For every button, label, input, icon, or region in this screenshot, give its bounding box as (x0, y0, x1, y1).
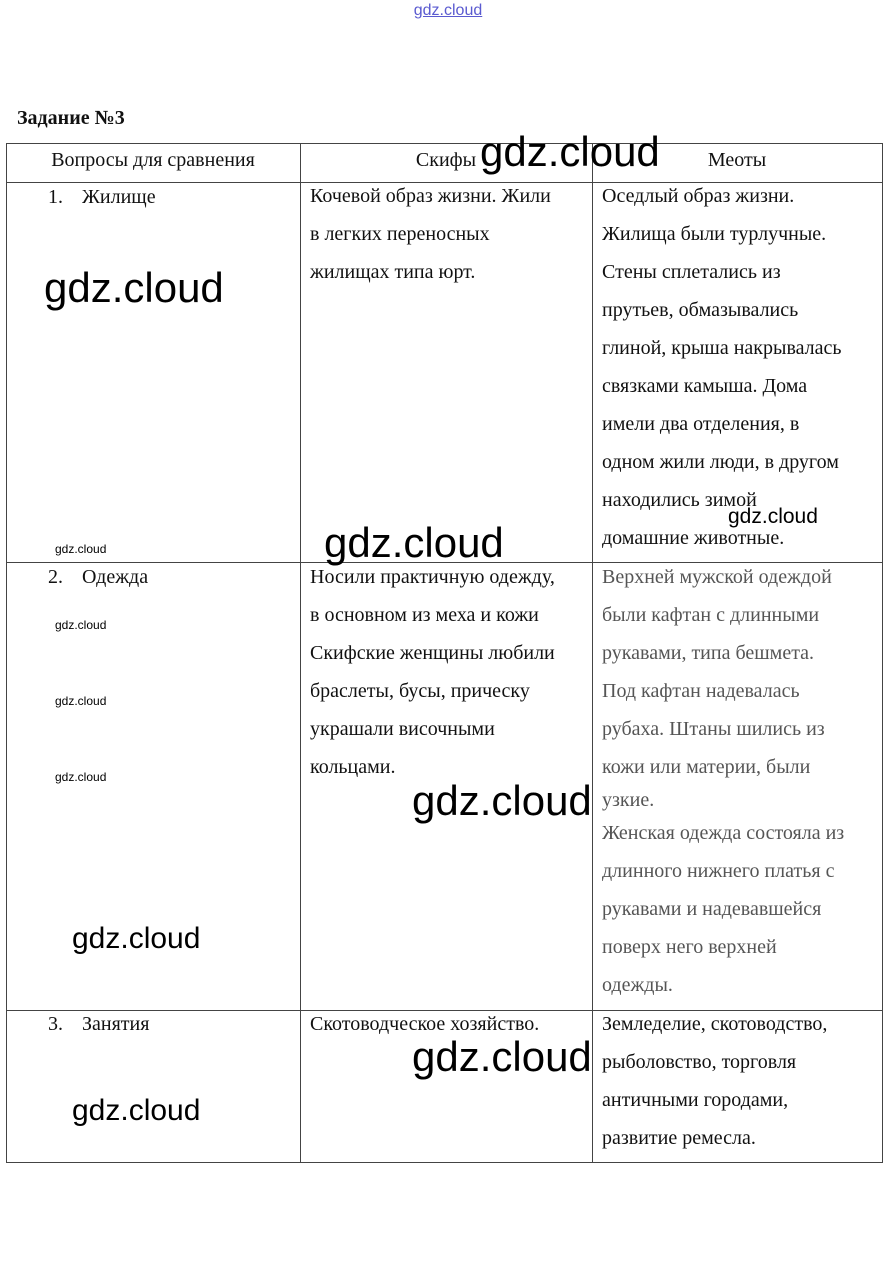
row-number: 1. (48, 186, 63, 208)
row-scythians-cell: Скотоводческое хозяйство. (310, 1013, 540, 1035)
watermark: gdz.cloud (44, 264, 224, 311)
row-question: Жилище (82, 186, 156, 208)
row-question: Занятия (82, 1013, 150, 1035)
row-question: Одежда (82, 566, 149, 588)
header-meots: Меоты (707, 149, 767, 171)
table-row-question (48, 178, 156, 216)
row-scythians-cell: Кочевой образ жизни. Жили в легких переносных жилищах типа юрт. (310, 185, 551, 283)
watermark: gdz.cloud (480, 128, 660, 175)
row-number: 2. (48, 566, 63, 588)
task-title: Задание №3 (17, 107, 125, 129)
watermark: gdz.cloud (55, 770, 107, 784)
watermark: gdz.cloud (55, 694, 107, 708)
table-row-question (48, 558, 148, 596)
watermark: gdz.cloud (412, 777, 592, 824)
row-scythians-cell: Носили практичную одежду, в основном из меха и кожи Скифские женщины любили браслеты, бусы, прическу украшали височными кольцами. (310, 566, 555, 778)
watermark: gdz.cloud (55, 618, 107, 632)
watermark: gdz.cloud (55, 542, 107, 556)
watermark: gdz.cloud (728, 505, 818, 528)
watermark: gdz.cloud (72, 1094, 201, 1127)
watermark: gdz.cloud (412, 1033, 592, 1080)
row-meots-cell: Земледелие, скотоводство, рыболовство, торговля античными городами, развитие ремесла. (602, 1013, 828, 1149)
row-meots-cell: Верхней мужской одеждой были кафтан с длинными рукавами, типа бешмета. Под кафтан надевалась рубаха. Штаны шились из кожи или материи, были узкие. Женская одежда состояла из длинного нижнего платья с рукавами и надевавшейся поверх него верхней одежды. (602, 566, 845, 996)
watermark: gdz.cloud (72, 922, 201, 955)
site-link[interactable]: gdz.cloud (413, 2, 483, 19)
row-meots-cell: Оседлый образ жизни. Жилища были турлучные. Стены сплетались из прутьев, обмазывались глиной, крыша накрывалась связками камыша. Дома имели два отделения, в одном жили люди, в другом находились зимой домашние животные. (602, 185, 842, 549)
table-row-question (48, 1005, 149, 1043)
header-scythians: Скифы (415, 149, 477, 171)
row-number: 3. (48, 1013, 63, 1035)
watermark: gdz.cloud (324, 519, 504, 566)
header-questions: Вопросы для сравнения (51, 149, 255, 171)
